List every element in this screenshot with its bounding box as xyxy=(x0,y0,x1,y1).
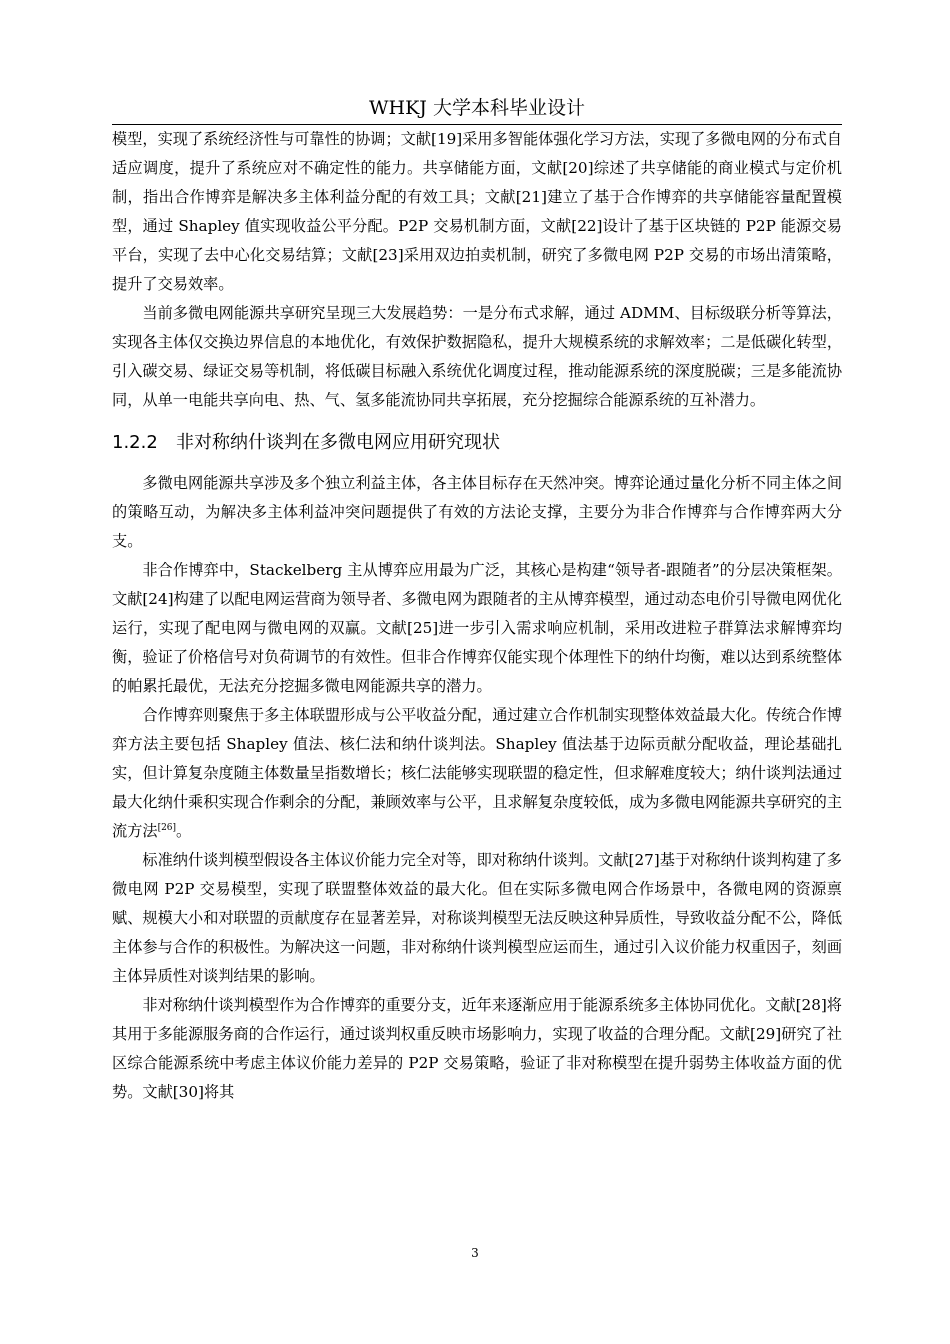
paragraph-continued: 模型，实现了系统经济性与可靠性的协调；文献[19]采用多智能体强化学习方法，实现了多微电网的分布式自适应调度，提升了系统应对不确定性的能力。共享储能方面，文献[20]综述了共享储能的商业模式与定价机制，指出合作博弈是解决多主体利益分配的有效工具；文献[21]建立了基于合作博弈的共享储能容量配置模型，通过 Shapley 值实现收益公平分配。P2P 交易机制方面，文献[22]设计了基于区块链的 P2P 能源交易平台，实现了去中心化交易结算；文献[23]采用双边拍卖机制，研究了多微电网 P2P 交易的市场出清策略，提升了交易效率。 xyxy=(112,130,842,293)
paragraph-asymmetric-nash: 非对称纳什谈判模型作为合作博弈的重要分支，近年来逐渐应用于能源系统多主体协同优化。文献[28]将其用于多能源服务商的合作运行，通过谈判权重反映市场影响力，实现了收益的合理分配。文献[29]研究了社区综合能源系统中考虑主体议价能力差异的 P2P 交易策略，验证了非对称模型在提升弱势主体收益方面的优势。文献[30]将其 xyxy=(112,996,842,1101)
paragraph-cooperative xyxy=(112,701,842,846)
paragraph-cooperative-text: 合作博弈则聚焦于多主体联盟形成与公平收益分配，通过建立合作机制实现整体效益最大化。传统合作博弈方法主要包括 Shapley 值法、核仁法和纳什谈判法。Shapley 值法基于边际贡献分配收益，理论基础扎实，但计算复杂度随主体数量呈指数增长；核仁法能够实现联盟的稳定性，但求解难度较大；纳什谈判法通过最大化纳什乘积实现合作剩余的分配，兼顾效率与公平，且求解复杂度较低，成为多微电网能源共享研究的主流方法 xyxy=(112,706,842,840)
paragraph-game-theory: 多微电网能源共享涉及多个独立利益主体，各主体目标存在天然冲突。博弈论通过量化分析不同主体之间的策略互动，为解决多主体利益冲突问题提供了有效的方法论支撑，主要分为非合作博弈与合作博弈两大分支。 xyxy=(112,474,842,550)
page-number: 3 xyxy=(471,1246,479,1260)
body-text xyxy=(112,125,842,1107)
paragraph-symmetric-nash: 标准纳什谈判模型假设各主体议价能力完全对等，即对称纳什谈判。文献[27]基于对称纳什谈判构建了多微电网 P2P 交易模型，实现了联盟整体效益的最大化。但在实际多微电网合作场景中，各微电网的资源禀赋、规模大小和对联盟的贡献度存在显著差异，对称谈判模型无法反映这种异质性，导致收益分配不公，降低主体参与合作的积极性。为解决这一问题，非对称纳什谈判模型应运而生，通过引入议价能力权重因子，刻画主体异质性对谈判结果的影响。 xyxy=(112,851,842,985)
paragraph-cooperative-end: 。 xyxy=(176,822,192,840)
paragraph-noncooperative: 非合作博弈中，Stackelberg 主从博弈应用最为广泛，其核心是构建“领导者-跟随者”的分层决策框架。文献[24]构建了以配电网运营商为领导者、多微电网为跟随者的主从博弈模型，通过动态电价引导微电网优化运行，实现了配电网与微电网的双赢。文献[25]进一步引入需求响应机制，采用改进粒子群算法求解博弈均衡，验证了价格信号对负荷调节的有效性。但非合作博弈仅能实现个体理性下的纳什均衡，难以达到系统整体的帕累托最优，无法充分挖掘多微电网能源共享的潜力。 xyxy=(112,561,842,695)
section-heading xyxy=(112,415,842,469)
section-title: 非对称纳什谈判在多微电网应用研究现状 xyxy=(176,432,500,453)
page-header: WHKJ 大学本科毕业设计 xyxy=(369,97,585,119)
citation-ref: [26] xyxy=(157,822,177,833)
section-number: 1.2.2 xyxy=(112,432,158,453)
paragraph-trends: 当前多微电网能源共享研究呈现三大发展趋势：一是分布式求解，通过 ADMM、目标级联分析等算法，实现各主体仅交换边界信息的本地优化，有效保护数据隐私，提升大规模系统的求解效率；二是低碳化转型，引入碳交易、绿证交易等机制，将低碳目标融入系统优化调度过程，推动能源系统的深度脱碳；三是多能流协同，从单一电能共享向电、热、气、氢多能流协同共享拓展，充分挖掘综合能源系统的互补潜力。 xyxy=(112,304,842,409)
